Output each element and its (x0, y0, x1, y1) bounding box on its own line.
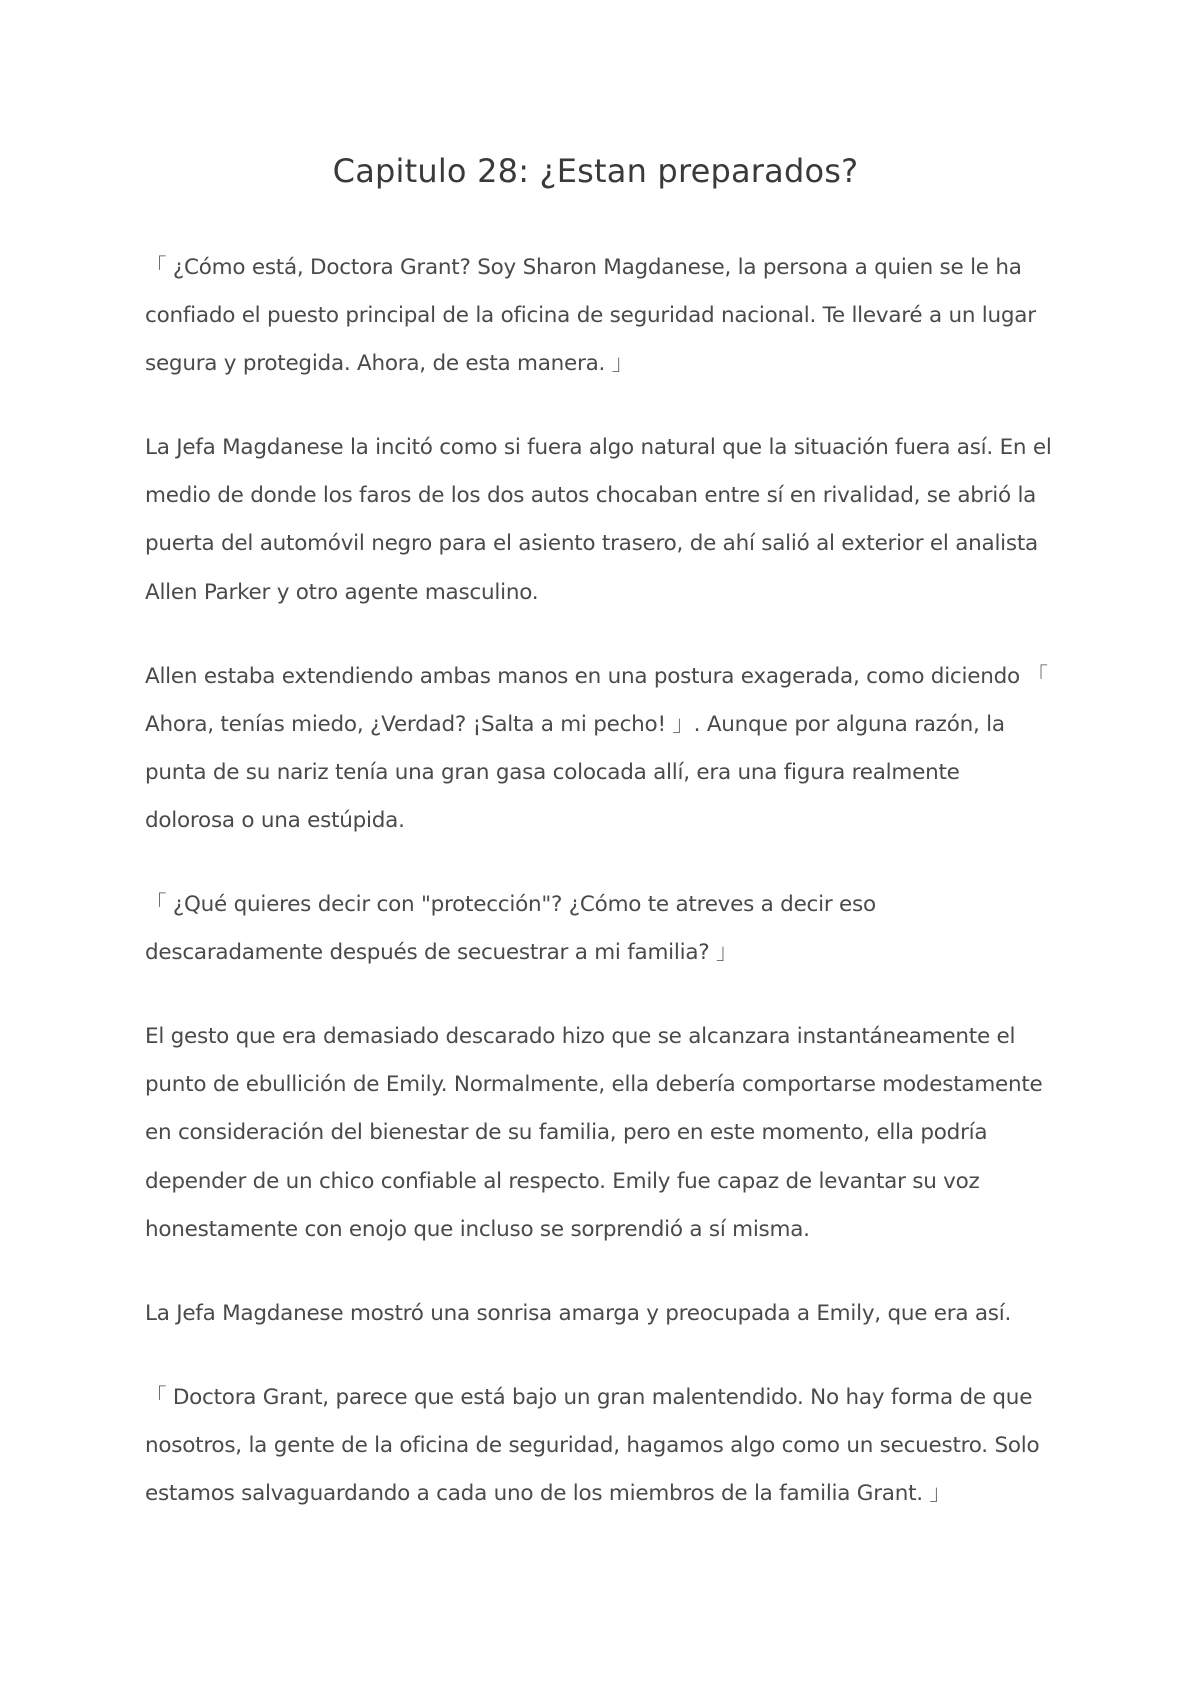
paragraph-dialogue-magdanese-reply: 「 Doctora Grant, parece que está bajo un gran malentendido. No hay forma de que nosotros, la gente de la oficina de seguridad, hagamos algo como un secuestro. Solo estamos salvaguardando a cada uno de los miembros de la familia Grant. 」 (145, 1384, 1040, 1506)
paragraph-narration-car-scene: La Jefa Magdanese la incitó como si fuera algo natural que la situación fuera así. En el medio de donde los faros de los dos autos chocaban entre sí en rivalidad, se abrió la puerta del automóvil negro para el asiento trasero, de ahí salió al exterior el analista Allen Parker y otro agente masculino. (145, 435, 1052, 605)
chapter-body (145, 244, 1055, 1554)
chapter-title: Capitulo 28: ¿Estan preparados? (332, 152, 859, 190)
paragraph-dialogue-magdanese-intro: 「 ¿Cómo está, Doctora Grant? Soy Sharon Magdanese, la persona a quien se le ha confiado el puesto principal de la oficina de seguridad nacional. Te llevaré a un lugar segura y protegida. Ahora, de esta manera. 」 (145, 255, 1036, 377)
paragraph-narration-emily-anger: El gesto que era demasiado descarado hizo que se alcanzara instantáneamente el punto de ebullición de Emily. Normalmente, ella debería comportarse modestamente en consideración del bienestar de su familia, pero en este momento, ella podría depender de un chico confiable al respecto. Emily fue capaz de levantar su voz honestamente con enojo que incluso se sorprendió a sí misma. (145, 1024, 1043, 1242)
paragraph-dialogue-emily-protest: 「 ¿Qué quieres decir con "protección"? ¿Cómo te atreves a decir eso descaradamente después de secuestrar a mi familia? 」 (145, 892, 876, 966)
paragraph-narration-allen: Allen estaba extendiendo ambas manos en una postura exagerada, como diciendo 「 Ahora, tenías miedo, ¿Verdad? ¡Salta a mi pecho! 」. Aunque por alguna razón, la punta de su nariz tenía una gran gasa colocada allí, era una figura realmente dolorosa o una estúpida. (145, 663, 1048, 833)
paragraph-narration-magdanese-smile: La Jefa Magdanese mostró una sonrisa amarga y preocupada a Emily, que era así. (145, 1300, 1012, 1326)
